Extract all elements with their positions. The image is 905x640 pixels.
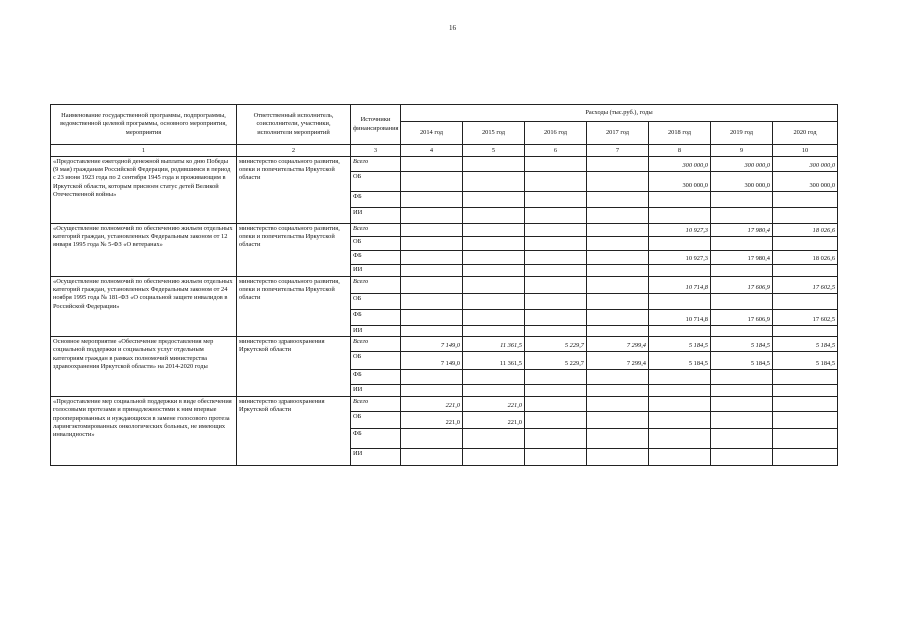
- expense-value: [649, 370, 711, 385]
- expense-value: [401, 192, 463, 208]
- expense-value: [401, 385, 463, 397]
- expense-value: [587, 208, 649, 224]
- expense-value: 18 026,6: [773, 251, 838, 265]
- expense-value: 5 229,7: [525, 337, 587, 352]
- measure-executor: министерство здравоохранения Иркутской области: [237, 337, 351, 397]
- expense-value: [401, 326, 463, 337]
- expense-value: [463, 208, 525, 224]
- funding-source: Всего: [351, 224, 401, 237]
- expense-value: 7 299,4: [587, 352, 649, 370]
- expense-value: [711, 265, 773, 277]
- funding-source: ИИ: [351, 449, 401, 466]
- expense-value: [525, 397, 587, 412]
- expense-value: [773, 412, 838, 429]
- measure-name: «Предоставление мер социальной поддержки в виде обеспечения голосовыми протезами и принадлежностями к ним впервые прооперированных и нуждающихся в замене голосового протеза ларингэктомированных онкологических больных, не имеющих инвалидности»: [51, 397, 237, 466]
- expense-value: [711, 294, 773, 310]
- expense-value: 5 184,5: [711, 337, 773, 352]
- expense-value: [649, 208, 711, 224]
- header-expenses: Расходы (тыс.руб.), годы: [401, 105, 838, 122]
- header-year: 2014 год: [401, 122, 463, 145]
- expense-value: [525, 294, 587, 310]
- expense-value: [525, 310, 587, 326]
- expense-value: [525, 251, 587, 265]
- expense-value: [649, 449, 711, 466]
- funding-source: ИИ: [351, 326, 401, 337]
- expense-value: [401, 449, 463, 466]
- expense-value: [525, 429, 587, 449]
- page-number: 16: [449, 24, 456, 32]
- funding-source: ИИ: [351, 385, 401, 397]
- expense-value: 300 000,0: [711, 172, 773, 192]
- header-source: Источники финансирования: [351, 105, 401, 145]
- expense-value: [711, 326, 773, 337]
- expense-value: [463, 277, 525, 294]
- header-year: 2017 год: [587, 122, 649, 145]
- header-year: 2019 год: [711, 122, 773, 145]
- expense-value: 17 602,5: [773, 277, 838, 294]
- expense-value: 221,0: [463, 397, 525, 412]
- expense-value: [587, 370, 649, 385]
- column-number: 6: [525, 145, 587, 157]
- funding-source: ИИ: [351, 265, 401, 277]
- expense-value: [649, 237, 711, 251]
- table-row: [51, 224, 838, 237]
- expense-value: [463, 251, 525, 265]
- funding-source: ОБ: [351, 294, 401, 310]
- expense-value: 5 184,5: [773, 352, 838, 370]
- expense-value: [587, 237, 649, 251]
- header-executor: Ответственный исполнитель, соисполнители, участники, исполнители мероприятий: [237, 105, 351, 145]
- expense-value: [401, 294, 463, 310]
- expense-value: [649, 294, 711, 310]
- funding-source: Всего: [351, 337, 401, 352]
- expense-value: 300 000,0: [773, 172, 838, 192]
- funding-source: Всего: [351, 277, 401, 294]
- table-body: [51, 157, 838, 466]
- expense-value: [525, 326, 587, 337]
- expense-value: 221,0: [401, 412, 463, 429]
- expense-value: 7 149,0: [401, 352, 463, 370]
- table-row: [51, 157, 838, 172]
- column-number: 5: [463, 145, 525, 157]
- header-year: 2015 год: [463, 122, 525, 145]
- expense-value: [401, 157, 463, 172]
- funding-source: ОБ: [351, 352, 401, 370]
- expense-value: [711, 208, 773, 224]
- expense-value: [401, 224, 463, 237]
- expense-value: [525, 157, 587, 172]
- expense-value: [525, 192, 587, 208]
- expense-value: [649, 326, 711, 337]
- expense-value: [649, 397, 711, 412]
- expense-value: 5 184,5: [773, 337, 838, 352]
- funding-source: Всего: [351, 397, 401, 412]
- expense-value: [525, 277, 587, 294]
- funding-source: ОБ: [351, 172, 401, 192]
- expense-value: [711, 397, 773, 412]
- expense-value: 5 184,5: [711, 352, 773, 370]
- measure-name: «Осуществление полномочий по обеспечению жильем отдельных категорий граждан, установленных Федеральным законом от 12 января 1995 года № 5-ФЗ «О ветеранах»: [51, 224, 237, 277]
- funding-source: ФБ: [351, 310, 401, 326]
- expense-value: [401, 265, 463, 277]
- expense-value: 221,0: [401, 397, 463, 412]
- expense-value: 17 606,9: [711, 277, 773, 294]
- expense-value: [463, 429, 525, 449]
- expense-value: [711, 237, 773, 251]
- expense-value: [401, 208, 463, 224]
- expense-value: [649, 385, 711, 397]
- expense-value: 17 980,4: [711, 224, 773, 237]
- expense-value: [587, 224, 649, 237]
- expense-value: [773, 294, 838, 310]
- measure-executor: министерство социального развития, опеки и попечительства Иркутской области: [237, 224, 351, 277]
- expense-value: 11 361,5: [463, 352, 525, 370]
- expense-value: 10 714,8: [649, 277, 711, 294]
- expense-value: [463, 310, 525, 326]
- expense-value: 5 184,5: [649, 352, 711, 370]
- expense-value: 10 927,3: [649, 251, 711, 265]
- funding-source: ОБ: [351, 412, 401, 429]
- expense-value: 17 606,9: [711, 310, 773, 326]
- expense-value: [649, 265, 711, 277]
- expense-value: [525, 224, 587, 237]
- header-year: 2020 год: [773, 122, 838, 145]
- expense-value: [649, 429, 711, 449]
- expense-value: 5 229,7: [525, 352, 587, 370]
- column-number: 2: [237, 145, 351, 157]
- expense-value: 11 361,5: [463, 337, 525, 352]
- expense-value: [587, 449, 649, 466]
- expense-value: 18 026,6: [773, 224, 838, 237]
- expense-value: [525, 237, 587, 251]
- expense-value: [401, 251, 463, 265]
- column-number: 9: [711, 145, 773, 157]
- expense-value: [525, 208, 587, 224]
- expense-value: 221,0: [463, 412, 525, 429]
- expense-value: 300 000,0: [773, 157, 838, 172]
- header-year: 2018 год: [649, 122, 711, 145]
- expense-value: [463, 326, 525, 337]
- expense-value: [587, 172, 649, 192]
- column-number: 8: [649, 145, 711, 157]
- expense-value: [463, 237, 525, 251]
- expense-value: [463, 172, 525, 192]
- expense-value: [525, 385, 587, 397]
- expense-value: [587, 251, 649, 265]
- expense-value: [773, 192, 838, 208]
- table-row: [51, 337, 838, 352]
- expense-value: [401, 310, 463, 326]
- expense-value: [711, 429, 773, 449]
- expense-value: [463, 294, 525, 310]
- expense-value: 10 714,8: [649, 310, 711, 326]
- expense-value: [463, 265, 525, 277]
- expense-value: [587, 310, 649, 326]
- expense-value: [711, 412, 773, 429]
- expense-value: [711, 192, 773, 208]
- expense-value: [463, 157, 525, 172]
- expense-value: [773, 429, 838, 449]
- expense-value: [401, 277, 463, 294]
- header-year: 2016 год: [525, 122, 587, 145]
- expense-value: [587, 265, 649, 277]
- expense-value: [773, 397, 838, 412]
- expense-value: [401, 237, 463, 251]
- expense-value: [773, 385, 838, 397]
- expense-value: [463, 192, 525, 208]
- expense-value: [463, 370, 525, 385]
- measure-name: «Предоставление ежегодной денежной выплаты ко дню Победы (9 мая) гражданам Российской Федерации, родившимся в период с 23 июня 1923 года по 2 сентября 1945 года и проживающим в Иркутской области, которым присвоен статус детей Великой Отечественной войны»: [51, 157, 237, 224]
- expense-value: 7 149,0: [401, 337, 463, 352]
- header-name: Наименование государственной программы, подпрограммы, ведомственной целевой программы, основного мероприятия, мероприятия: [51, 105, 237, 145]
- measure-executor: министерство социального развития, опеки и попечительства Иркутской области: [237, 157, 351, 224]
- column-number: 3: [351, 145, 401, 157]
- expense-value: [773, 208, 838, 224]
- expense-value: 7 299,4: [587, 337, 649, 352]
- funding-source: ИИ: [351, 208, 401, 224]
- expense-value: [587, 429, 649, 449]
- expense-value: [525, 449, 587, 466]
- expense-value: [773, 370, 838, 385]
- funding-source: ФБ: [351, 192, 401, 208]
- expense-value: [587, 294, 649, 310]
- expense-value: [773, 237, 838, 251]
- funding-source: ФБ: [351, 429, 401, 449]
- expense-value: [587, 192, 649, 208]
- expense-value: [525, 265, 587, 277]
- expense-value: [525, 370, 587, 385]
- expense-value: 300 000,0: [649, 157, 711, 172]
- expense-value: [773, 326, 838, 337]
- measure-executor: министерство социального развития, опеки и попечительства Иркутской области: [237, 277, 351, 337]
- expense-value: [401, 429, 463, 449]
- expense-value: [525, 412, 587, 429]
- measure-name: «Осуществление полномочий по обеспечению жильем отдельных категорий граждан, установленных Федеральным законом от 24 ноября 1995 года № 181-ФЗ «О социальной защите инвалидов в Российской Федерации»: [51, 277, 237, 337]
- expense-value: [773, 265, 838, 277]
- funding-source: ФБ: [351, 251, 401, 265]
- expense-value: 10 927,3: [649, 224, 711, 237]
- expense-value: [463, 449, 525, 466]
- table-row: [51, 277, 838, 294]
- funding-source: ОБ: [351, 237, 401, 251]
- expense-value: [401, 172, 463, 192]
- funding-source: Всего: [351, 157, 401, 172]
- expense-value: [587, 412, 649, 429]
- expense-value: [587, 277, 649, 294]
- expense-value: 300 000,0: [649, 172, 711, 192]
- expense-value: [525, 172, 587, 192]
- column-number: 7: [587, 145, 649, 157]
- expense-value: [401, 370, 463, 385]
- column-number: 1: [51, 145, 237, 157]
- measure-name: Основное мероприятие «Обеспечение предоставления мер социальной поддержки и социальных услуг отдельным категориям граждан в рамках полномочий министерства здравоохранения Иркутской области» на 2014-2020 годы: [51, 337, 237, 397]
- expense-value: [711, 385, 773, 397]
- expense-value: [587, 397, 649, 412]
- expense-value: [649, 192, 711, 208]
- expense-value: [587, 157, 649, 172]
- expense-value: 5 184,5: [649, 337, 711, 352]
- expense-value: 17 980,4: [711, 251, 773, 265]
- funding-source: ФБ: [351, 370, 401, 385]
- expense-value: [649, 412, 711, 429]
- expense-value: [711, 449, 773, 466]
- expense-value: 17 602,5: [773, 310, 838, 326]
- expense-value: [463, 385, 525, 397]
- expense-value: [711, 370, 773, 385]
- expense-value: 300 000,0: [711, 157, 773, 172]
- measure-executor: министерство здравоохранения Иркутской области: [237, 397, 351, 466]
- expenses-table: [50, 104, 838, 466]
- column-number: 4: [401, 145, 463, 157]
- table-row: [51, 397, 838, 412]
- expense-value: [587, 326, 649, 337]
- column-number: 10: [773, 145, 838, 157]
- expense-value: [463, 224, 525, 237]
- expense-value: [587, 385, 649, 397]
- expense-value: [773, 449, 838, 466]
